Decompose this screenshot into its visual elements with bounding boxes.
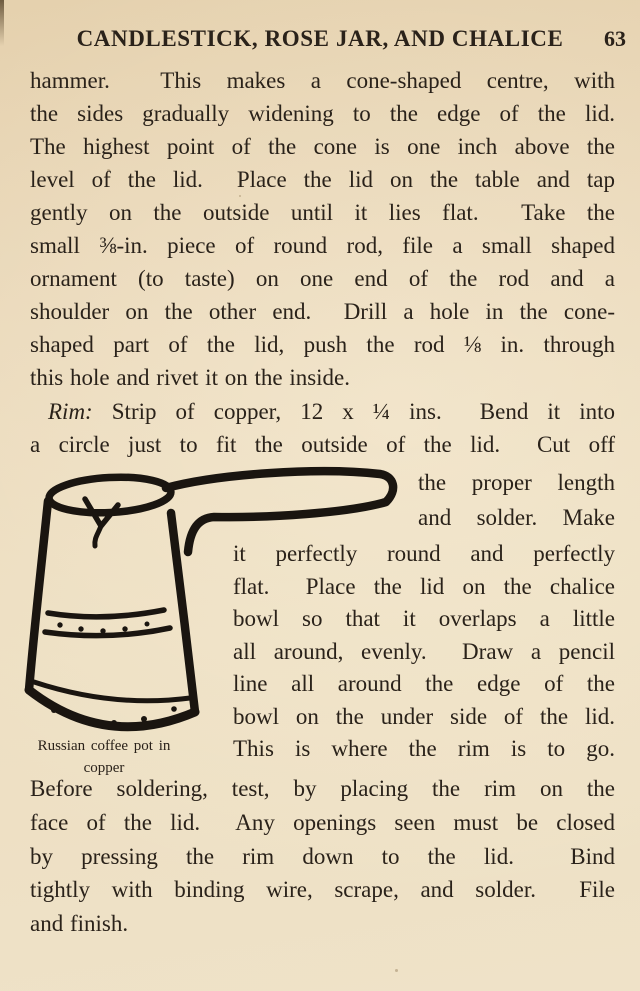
paper-speck bbox=[395, 969, 398, 972]
text-line: flat. Place the lid on the chalice bbox=[233, 573, 615, 599]
text-line: line all around the edge of the bbox=[233, 671, 615, 696]
text-line: the proper length bbox=[418, 470, 615, 495]
coffee-pot-drawing bbox=[18, 460, 418, 760]
wrap-column-narrow bbox=[418, 465, 615, 535]
text-line: the sides gradually widening to the edge of the lid. bbox=[30, 101, 615, 126]
page-header-title: CANDLESTICK, ROSE JAR, AND CHALICE bbox=[76, 26, 564, 51]
paragraph-2-start bbox=[30, 395, 615, 461]
paragraph-2-end bbox=[30, 772, 615, 941]
text-line: a circle just to fit the outside of the lid. Cut off bbox=[30, 432, 615, 457]
text-line bbox=[30, 395, 615, 428]
text-line: hammer. This makes a cone-shaped centre, with bbox=[30, 68, 615, 93]
text-line: shoulder on the other end. Drill a hole in the cone- bbox=[30, 299, 615, 324]
text-line: shaped part of the lid, push the rod ⅛ in. through bbox=[30, 332, 615, 357]
text-line: it perfectly round and perfectly bbox=[233, 541, 615, 566]
text-line: face of the lid. Any openings seen must be closed bbox=[30, 809, 615, 835]
text-line: The highest point of the cone is one inch above the bbox=[30, 134, 615, 159]
text-line: small ⅜-in. piece of round rod, file a small shaped bbox=[30, 233, 615, 258]
text-line: this hole and rivet it on the inside. bbox=[30, 365, 351, 390]
text-line: and solder. Make bbox=[418, 505, 615, 530]
text-line: tightly with binding wire, scrape, and solder. File bbox=[30, 877, 615, 903]
figure-caption-line: copper bbox=[83, 760, 125, 776]
figure-caption-line: Russian coffee pot in bbox=[37, 738, 171, 754]
page-number: 63 bbox=[604, 26, 626, 51]
text-line: all around, evenly. Draw a pencil bbox=[233, 638, 615, 664]
text-line: and finish. bbox=[30, 911, 129, 936]
text-segment: Strip of copper, 12 x ¼ ins. Bend it into bbox=[92, 399, 615, 424]
paragraph-1 bbox=[30, 64, 615, 394]
text-line: ornament (to taste) on one end of the rod and a bbox=[30, 266, 615, 291]
rim-label: Rim: bbox=[48, 399, 93, 424]
text-line: bowl so that it overlaps a little bbox=[233, 606, 615, 631]
text-line: Before soldering, test, by placing the rim on the bbox=[30, 776, 615, 801]
text-line: level of the lid. Place the lid on the table and tap bbox=[30, 167, 615, 192]
figure-caption bbox=[25, 735, 183, 779]
text-line: by pressing the rim down to the lid. Bind bbox=[30, 843, 615, 869]
text-line: gently on the outside until it lies flat. Take the bbox=[30, 200, 615, 225]
text-line: bowl on the under side of the lid. bbox=[233, 703, 615, 729]
text-line: This is where the rim is to go. bbox=[233, 736, 615, 761]
coffee-pot-illustration bbox=[18, 460, 418, 760]
